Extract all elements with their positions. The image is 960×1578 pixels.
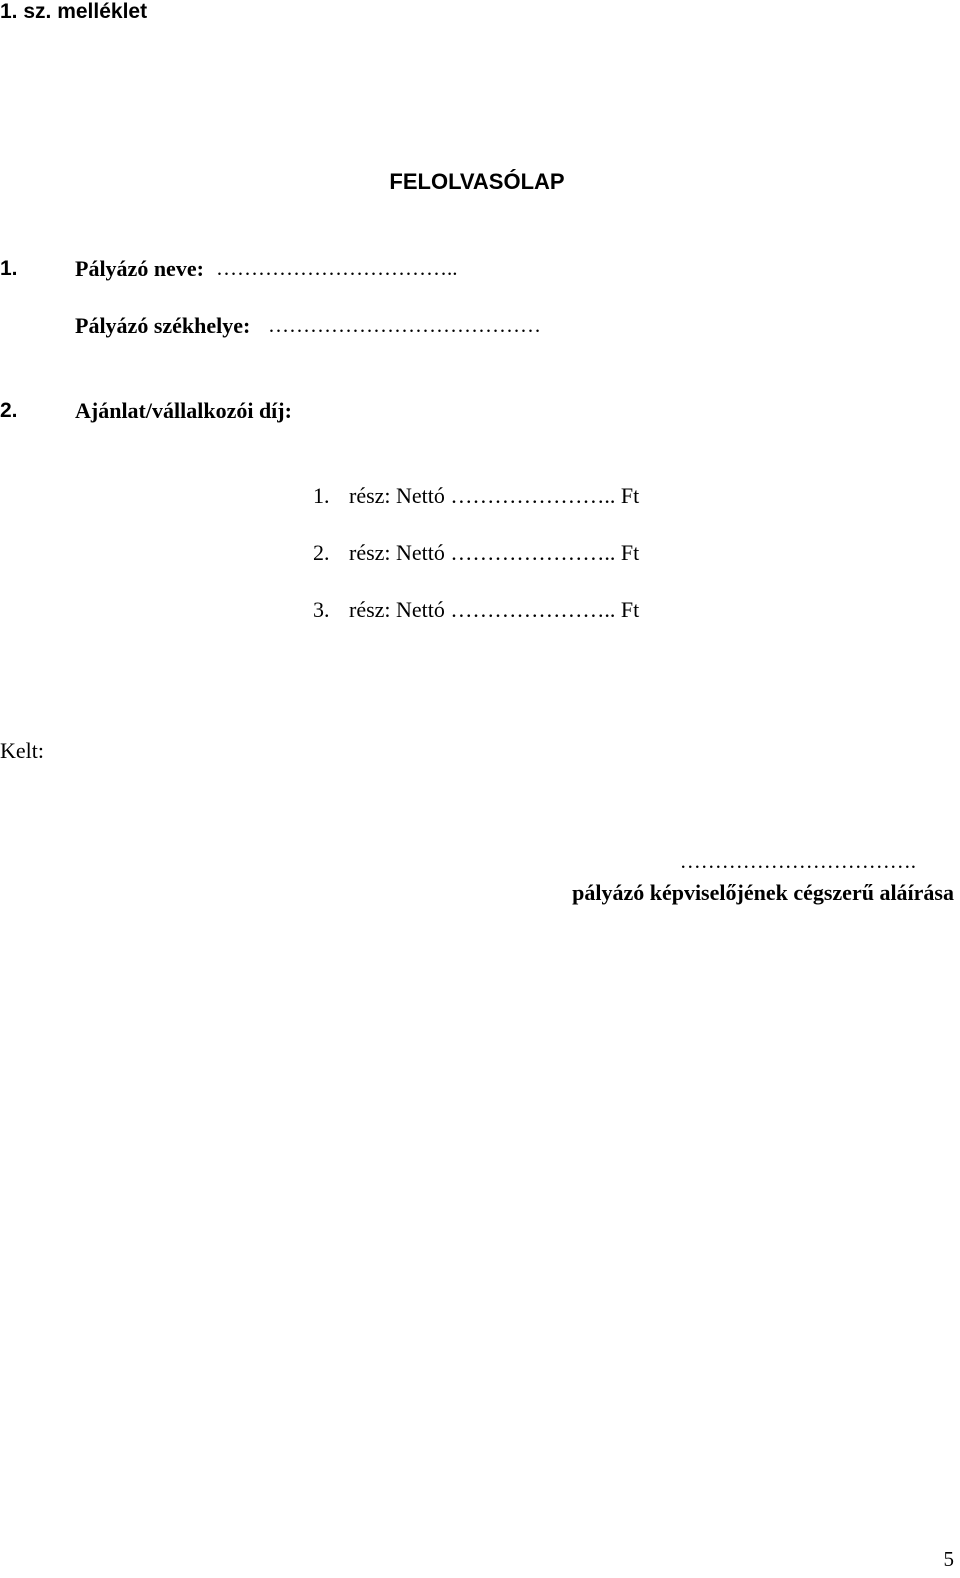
applicant-name-label: Pályázó neve: bbox=[75, 256, 204, 281]
signature-line[interactable]: ……………………………. bbox=[679, 849, 916, 873]
part-net-amount-field[interactable]: ………………….. Ft bbox=[450, 483, 640, 508]
document-title: FELOLVASÓLAP bbox=[389, 169, 565, 194]
page-number: 5 bbox=[943, 1547, 954, 1571]
part-row bbox=[313, 483, 639, 509]
part-number: 3. bbox=[313, 597, 330, 622]
part-number: 2. bbox=[313, 540, 330, 565]
annex-label: 1. sz. melléklet bbox=[0, 0, 148, 23]
part-row bbox=[313, 597, 639, 623]
offer-fee-label: Ajánlat/vállalkozói díj: bbox=[75, 398, 292, 423]
part-row bbox=[313, 540, 639, 566]
part-number: 1. bbox=[313, 483, 330, 508]
section-1-number: 1. bbox=[0, 257, 18, 280]
part-net-amount-field[interactable]: ………………….. Ft bbox=[450, 540, 640, 565]
signature-label: pályázó képviselőjének cégszerű aláírása bbox=[572, 880, 954, 905]
section-2-number: 2. bbox=[0, 399, 18, 422]
part-net-amount-field[interactable]: ………………….. Ft bbox=[450, 597, 640, 622]
date-label: Kelt: bbox=[0, 738, 44, 763]
part-label: rész: Nettó bbox=[349, 483, 445, 508]
applicant-name-field[interactable]: …………………………….. bbox=[216, 256, 458, 280]
part-label: rész: Nettó bbox=[349, 540, 445, 565]
applicant-seat-label: Pályázó székhelye: bbox=[75, 313, 251, 338]
part-label: rész: Nettó bbox=[349, 597, 445, 622]
applicant-seat-field[interactable]: ………………………………… bbox=[268, 313, 541, 337]
